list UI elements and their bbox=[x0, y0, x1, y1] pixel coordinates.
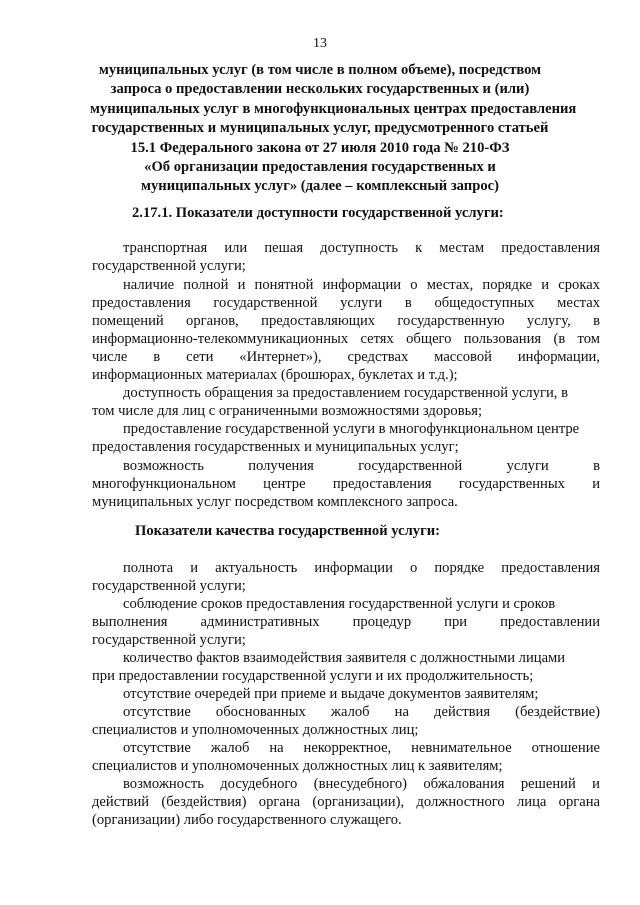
text-line: соблюдение сроков предоставления государственной услуги и сроков bbox=[123, 596, 556, 612]
text-line: при предоставлении государственной услуги и их продолжительность; bbox=[92, 668, 534, 684]
text-line: возможность досудебного (внесудебного) обжалования решений и bbox=[123, 776, 600, 792]
text-line: информационно-телекоммуникационных сетях общего пользования (в том bbox=[92, 331, 600, 347]
text-line: транспортная или пешая доступность к местам предоставления bbox=[123, 240, 600, 256]
text-line: помещений органов, предоставляющих государственную услугу, в bbox=[92, 313, 600, 329]
text-line: числе в сети «Интернет»), средствах массовой информации, bbox=[92, 349, 600, 365]
text-line: муниципальных услуг посредством комплексного запроса. bbox=[92, 494, 458, 510]
text-line: (организации) либо государственного служащего. bbox=[92, 812, 402, 828]
heading-line: «Об организации предоставления государственных и bbox=[144, 159, 496, 176]
text-line: предоставления государственных и муниципальных услуг; bbox=[92, 439, 459, 455]
text-line: том числе для лиц с ограниченными возможностями здоровья; bbox=[92, 403, 483, 419]
text-line: предоставление государственной услуги в многофункциональном центре bbox=[123, 421, 580, 437]
text-line: специалистов и уполномоченных должностных лиц к заявителям; bbox=[92, 758, 503, 774]
text-line: специалистов и уполномоченных должностных лиц; bbox=[92, 722, 419, 738]
text-line: доступность обращения за предоставлением государственной услуги, в bbox=[123, 385, 568, 401]
text-line: действий (бездействия) органа (организации), должностного лица органа bbox=[92, 794, 600, 810]
text-line: возможность получения государственной услуги в bbox=[123, 458, 600, 474]
text-line: предоставления государственной услуги в общедоступных местах bbox=[92, 295, 600, 311]
text-line: наличие полной и понятной информации о местах, порядке и сроках bbox=[123, 277, 600, 293]
text-line: многофункциональном центре предоставления государственных и bbox=[92, 476, 600, 492]
heading-line: муниципальных услуг в многофункциональных центрах предоставления bbox=[90, 100, 577, 117]
heading-line: муниципальных услуг» (далее – комплексный запрос) bbox=[141, 178, 499, 195]
page-number: 13 bbox=[313, 36, 327, 51]
text-line: выполнения административных процедур при предоставлении bbox=[92, 614, 600, 630]
text-line: полнота и актуальность информации о порядке предоставления bbox=[123, 560, 600, 576]
section-title-accessibility: 2.17.1. Показатели доступности государственной услуги: bbox=[132, 205, 504, 221]
heading-line: муниципальных услуг (в том числе в полном объеме), посредством bbox=[98, 62, 542, 78]
text-line: количество фактов взаимодействия заявителя с должностными лицами bbox=[123, 650, 566, 666]
heading-line: запроса о предоставлении нескольких государственных и (или) bbox=[110, 81, 530, 98]
text-line: отсутствие очередей при приеме и выдаче документов заявителям; bbox=[123, 686, 539, 702]
section-title-quality: Показатели качества государственной услуги: bbox=[135, 523, 440, 539]
heading-line: 15.1 Федерального закона от 27 июля 2010 года № 210-ФЗ bbox=[130, 139, 510, 156]
text-line: информационных материалах (брошюрах, буклетах и т.д.); bbox=[92, 367, 458, 383]
text-line: государственной услуги; bbox=[92, 578, 246, 594]
text-line: государственной услуги; bbox=[92, 258, 246, 274]
text-line: отсутствие обоснованных жалоб на действия (бездействие) bbox=[123, 704, 600, 720]
heading-line: государственных и муниципальных услуг, предусмотренного статьей bbox=[91, 120, 549, 137]
heading-block bbox=[90, 61, 577, 197]
text-line: отсутствие жалоб на некорректное, невнимательное отношение bbox=[123, 740, 600, 756]
text-line: государственной услуги; bbox=[92, 632, 246, 648]
